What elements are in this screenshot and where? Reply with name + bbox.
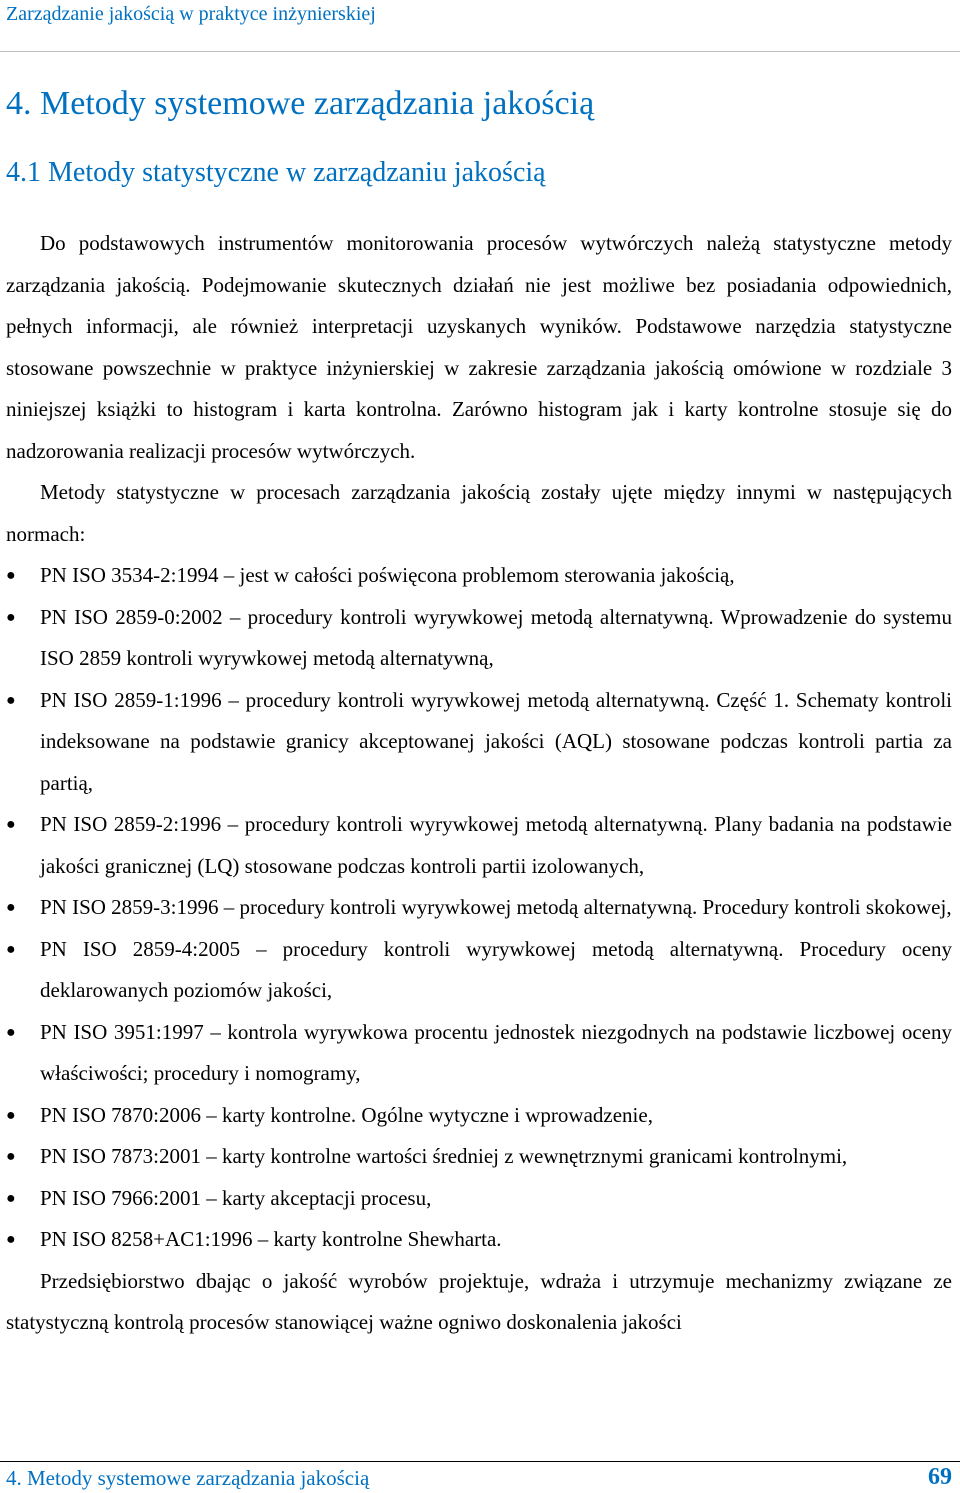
- footer-chapter-label: 4. Metody systemowe zarządzania jakością: [6, 1466, 370, 1490]
- bullet-icon: ●: [6, 567, 16, 584]
- running-header: Zarządzanie jakością w praktyce inżynierskiej: [6, 3, 376, 25]
- standards-list: [6, 555, 952, 1261]
- page-number: 69: [928, 1464, 952, 1490]
- list-item: [6, 929, 952, 1012]
- bullet-icon: ●: [6, 1023, 16, 1041]
- list-item: [6, 804, 952, 887]
- list-item-text: PN ISO 7873:2001 – karty kontrolne wartości średniej z wewnętrznymi granicami kontrolnymi,: [40, 1144, 848, 1168]
- paragraph-intro: Do podstawowych instrumentów monitorowania procesów wytwórczych należą statystyczne metody zarządzania jakością. Podejmowanie skutecznych działań nie jest możliwe bez posiadania odpowiednich, pełnych informacji, ale również interpretacji uzyskanych wyników. Podstawowe narzędzia statystyczne stosowane powszechnie w praktyce inżynierskiej w zakresie zarządzania jakością omówione w rozdziale 3 niniejszej książki to histogram i karta kontrolna. Zarówno histogram jak i karty kontrolne stosuje się do nadzorowania realizacji procesów wytwórczych.: [6, 231, 952, 463]
- bullet-icon: ●: [6, 1148, 16, 1165]
- paragraph-closing: Przedsiębiorstwo dbając o jakość wyrobów projektuje, wdraża i utrzymuje mechanizmy związane ze statystyczną kontrolą procesów stanowiącej ważne ogniwo doskonalenia jakości: [6, 1268, 952, 1334]
- list-item: [6, 1178, 952, 1220]
- bullet-icon: ●: [6, 691, 16, 709]
- list-item-text: PN ISO 7870:2006 – karty kontrolne. Ogólne wytyczne i wprowadzenie,: [40, 1102, 653, 1127]
- bullet-icon: ●: [6, 816, 16, 833]
- list-item-text: PN ISO 2859-0:2002 – procedury kontroli wyrywkowej metodą alternatywną. Wprowadzenie do systemu ISO 2859 kontroli wyrywkowej metodą alternatywną,: [40, 604, 952, 670]
- list-item: [6, 680, 952, 805]
- list-item-text: PN ISO 2859-1:1996 – procedury kontroli wyrywkowej metodą alternatywną. Część 1. Schematy kontroli indeksowane na podstawie granicy akceptowanej jakości (AQL) stosowane podczas kontroli partia za partią,: [40, 687, 952, 795]
- list-item-text: PN ISO 2859-2:1996 – procedury kontroli wyrywkowej metodą alternatywną. Plany badania na podstawie jakości granicznej (LQ) stosowane podczas kontroli partii izolowanych,: [40, 812, 952, 878]
- bullet-icon: ●: [6, 940, 16, 958]
- bullet-icon: ●: [6, 899, 16, 916]
- bullet-icon: ●: [6, 1106, 16, 1124]
- bullet-icon: ●: [6, 608, 16, 626]
- footer-divider: [0, 1461, 960, 1462]
- list-item: [6, 555, 952, 597]
- list-item: [6, 597, 952, 680]
- list-item: [6, 1095, 952, 1137]
- list-item-text: PN ISO 3534-2:1994 – jest w całości poświęcona problemom sterowania jakością,: [40, 563, 735, 587]
- bullet-icon: ●: [6, 1189, 16, 1207]
- list-item: [6, 1219, 952, 1261]
- paragraph-standards-intro: Metody statystyczne w procesach zarządzania jakością zostały ujęte między innymi w następujących normach:: [6, 480, 952, 546]
- bullet-icon: ●: [6, 1231, 16, 1248]
- list-item-text: PN ISO 3951:1997 – kontrola wyrywkowa procentu jednostek niezgodnych na podstawie liczbowej oceny właściwości; procedury i nomogramy,: [40, 1019, 952, 1085]
- list-item-text: PN ISO 2859-4:2005 – procedury kontroli wyrywkowej metodą alternatywną. Procedury oceny deklarowanych poziomów jakości,: [40, 936, 952, 1002]
- main-content: [6, 223, 952, 1344]
- list-item: [6, 887, 952, 929]
- list-item-text: PN ISO 8258+AC1:1996 – karty kontrolne Shewharta.: [40, 1227, 502, 1251]
- list-item-text: PN ISO 2859-3:1996 – procedury kontroli wyrywkowej metodą alternatywną. Procedury kontroli skokowej,: [40, 895, 952, 919]
- list-item: [6, 1136, 952, 1178]
- header-divider: [0, 51, 960, 52]
- list-item: [6, 1012, 952, 1095]
- chapter-title: 4. Metody systemowe zarządzania jakością: [6, 85, 595, 122]
- list-item-text: PN ISO 7966:2001 – karty akceptacji procesu,: [40, 1185, 432, 1210]
- section-title: 4.1 Metody statystyczne w zarządzaniu jakością: [6, 157, 546, 188]
